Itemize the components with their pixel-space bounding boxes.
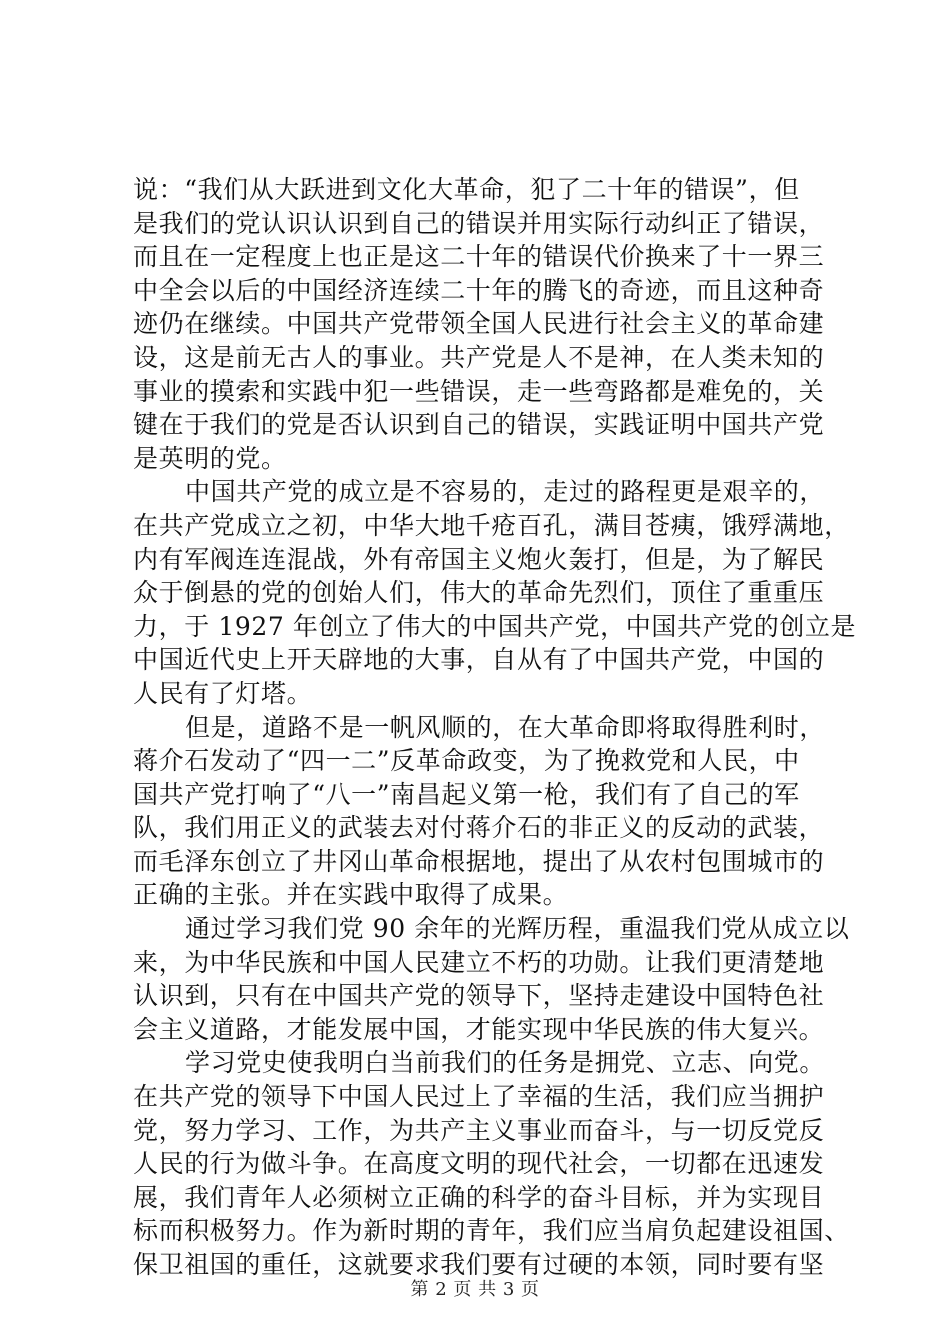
text-line: 保卫祖国的重任，这就要求我们要有过硬的本领，同时要有坚 [133, 1250, 825, 1279]
text-line: 正确的主张。并在实践中取得了成果。 [133, 880, 569, 910]
text-line: 中国近代史上开天辟地的大事，自从有了中国共产党，中国的 [133, 645, 825, 675]
text-line: 力，于 1927 年创立了伟大的中国共产党，中国共产党的创立是 [133, 611, 857, 641]
text-line: 国共产党打响了“八一”南昌起义第一枪，我们有了自己的军 [133, 779, 800, 809]
text-line: 人民有了灯塔。 [133, 678, 313, 708]
text-line: 蒋介石发动了“四一二”反革命政变，为了挽救党和人民，中 [133, 746, 800, 776]
paragraph-start-line: 中国共产党的成立是不容易的，走过的路程更是艰辛的， [185, 477, 826, 507]
text-line: 队，我们用正义的武装去对付蒋介石的非正义的反动的武装， [133, 813, 825, 843]
text-line: 键在于我们的党是否认识到自己的错误，实践证明中国共产党 [133, 410, 825, 440]
text-line: 在共产党的领导下中国人民过上了幸福的生活，我们应当拥护 [133, 1082, 825, 1112]
text-line: 事业的摸索和实践中犯一些错误，走一些弯路都是难免的，关 [133, 376, 825, 406]
paragraph-start-line: 通过学习我们党 90 余年的光辉历程，重温我们党从成立以 [185, 914, 850, 944]
text-line: 而毛泽东创立了井冈山革命根据地，提出了从农村包围城市的 [133, 846, 825, 876]
text-line: 设，这是前无古人的事业。共产党是人不是神，在人类未知的 [133, 342, 825, 372]
text-line: 展，我们青年人必须树立正确的科学的奋斗目标，并为实现目 [133, 1182, 825, 1212]
text-line: 是英明的党。 [133, 443, 287, 473]
text-line: 标而积极努力。作为新时期的青年，我们应当肩负起建设祖国、 [133, 1216, 850, 1246]
text-line: 说：“我们从大跃进到文化大革命，犯了二十年的错误”，但 [133, 175, 800, 204]
page-footer [0, 1275, 950, 1301]
text-line: 人民的行为做斗争。在高度文明的现代社会，一切都在迅速发 [133, 1149, 825, 1179]
text-line: 认识到，只有在中国共产党的领导下，坚持走建设中国特色社 [133, 981, 825, 1011]
text-line: 是我们的党认识认识到自己的错误并用实际行动纠正了错误， [133, 208, 825, 238]
page-number-label: 第 2 页 共 3 页 [410, 1279, 540, 1300]
text-line: 迹仍在继续。中国共产党带领全国人民进行社会主义的革命建 [133, 309, 825, 339]
text-line: 众于倒悬的党的创始人们，伟大的革命先烈们，顶住了重重压 [133, 578, 825, 608]
text-line: 党，努力学习、工作，为共产主义事业而奋斗，与一切反党反 [133, 1115, 825, 1145]
text-line: 来，为中华民族和中国人民建立不朽的功勋。让我们更清楚地 [133, 947, 825, 977]
text-line: 在共产党成立之初，中华大地千疮百孔，满目苍痍，饿殍满地， [133, 510, 850, 540]
text-line: 而且在一定程度上也正是这二十年的错误代价换来了十一界三 [133, 242, 825, 272]
paragraph-start-line: 但是，道路不是一帆风顺的，在大革命即将取得胜利时， [185, 712, 826, 742]
text-line: 会主义道路，才能发展中国，才能实现中华民族的伟大复兴。 [133, 1014, 825, 1044]
paragraph-start-line: 学习党史使我明白当前我们的任务是拥党、立志、向党。 [185, 1048, 826, 1078]
text-line: 内有军阀连连混战，外有帝国主义炮火轰打，但是，为了解民 [133, 544, 825, 574]
body-text [133, 173, 857, 1282]
text-line: 中全会以后的中国经济连续二十年的腾飞的奇迹，而且这种奇 [133, 275, 825, 305]
